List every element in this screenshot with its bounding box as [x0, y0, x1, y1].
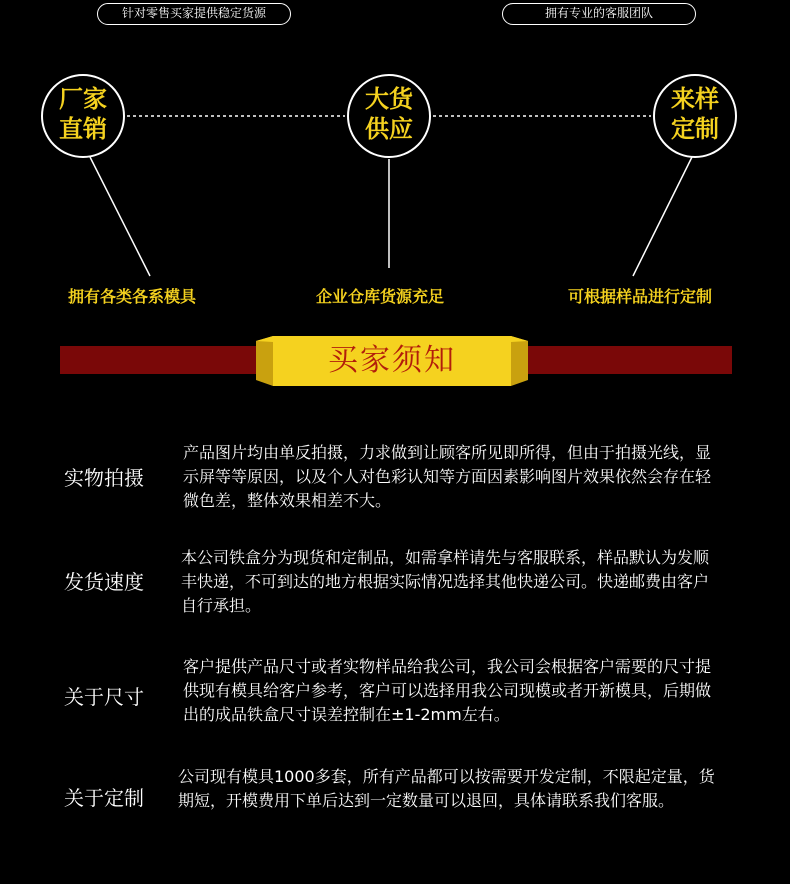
buyer-notice-banner — [60, 336, 732, 386]
top-pill-retail-supply: 针对零售买家提供稳定货源 — [97, 3, 291, 25]
notice-label-photography: 实物拍摄 — [64, 466, 144, 490]
notice-label-customization: 关于定制 — [64, 786, 144, 810]
feature-caption-customize: 可根据样品进行定制 — [568, 287, 713, 306]
feature-circle-bulk-supply — [347, 74, 431, 158]
banner-title: 买家须知 — [328, 343, 456, 378]
feature-circle-label: 厂家 直销 — [59, 85, 107, 143]
feature-caption-warehouse: 企业仓库货源充足 — [316, 287, 445, 306]
notice-text-size: 客户提供产品尺寸或者实物样品给我公司，我公司会根据客户需要的尺寸提供现有模具给客户参考，客户可以选择用我公司现模或者开新模具，后期做出的成品铁盒尺寸误差控制在±1-2mm左右。 — [183, 657, 712, 724]
feature-circle-factory-direct — [41, 74, 125, 158]
feature-circle-label: 来样 定制 — [671, 85, 719, 143]
connector-leader-left — [90, 157, 150, 276]
notice-label-size: 关于尺寸 — [64, 685, 144, 709]
feature-caption-molds: 拥有各类各系模具 — [68, 287, 197, 306]
feature-connectors — [0, 0, 790, 330]
notice-text-photography: 产品图片均由单反拍摄，力求做到让顾客所见即所得，但由于拍摄光线，显示屏等等原因，以及个人对色彩认知等方面因素影响图片效果依然会存在轻微色差，整体效果相差不大。 — [183, 443, 712, 510]
top-pill-service-team: 拥有专业的客服团队 — [502, 3, 696, 25]
notice-text-shipping: 本公司铁盒分为现货和定制品，如需拿样请先与客服联系，样品默认为发顺丰快递，不可到达的地方根据实际情况选择其他快递公司。快递邮费由客户自行承担。 — [181, 548, 710, 615]
connector-leader-right — [633, 157, 692, 276]
feature-circle-custom-sample — [653, 74, 737, 158]
notice-text-customization: 公司现有模具1000多套，所有产品都可以按需要开发定制，不限起定量，货期短，开模费用下单后达到一定数量可以退回，具体请联系我们客服。 — [178, 767, 715, 810]
feature-circle-label: 大货 供应 — [365, 85, 413, 143]
notice-label-shipping: 发货速度 — [64, 570, 144, 594]
